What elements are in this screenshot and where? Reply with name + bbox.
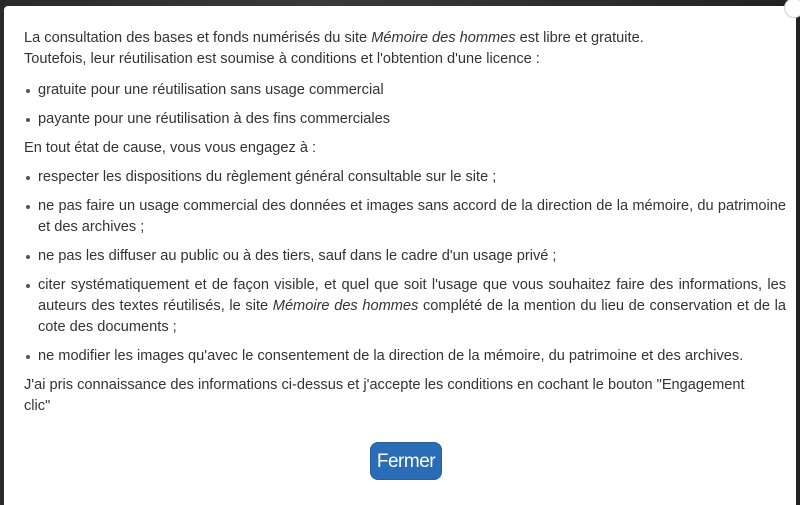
- close-button[interactable]: Fermer: [370, 442, 442, 480]
- close-icon[interactable]: [784, 0, 800, 18]
- engagement-item: citer systématiquement et de façon visible, et quel que soit l'usage que vous souhaitez faire des informations, les auteurs des textes réutilisés, le site Mémoire des hommes complété de la mention du lieu de conservation et de la cote des documents ;: [24, 275, 786, 338]
- engagement-item: ne pas les diffuser au public ou à des tiers, sauf dans le cadre d'un usage privé ;: [24, 246, 786, 267]
- modal-footer: [4, 442, 796, 480]
- engagement-list: [24, 167, 786, 367]
- site-name: Mémoire des hommes: [371, 30, 516, 46]
- site-name: Mémoire des hommes: [272, 298, 419, 314]
- engagement-item: ne pas faire un usage commercial des données et images sans accord de la direction de la mémoire, du patrimoine et des archives ;: [24, 196, 786, 238]
- license-list: [24, 80, 786, 130]
- license-modal: [4, 6, 796, 505]
- engagement-item: respecter les dispositions du règlement général consultable sur le site ;: [24, 167, 786, 188]
- acceptance-text: J'ai pris connaissance des informations ci-dessus et j'accepte les conditions en cochant le bouton "Engagement clic": [24, 377, 745, 414]
- intro-text: La consultation des bases et fonds numérisés du site Mémoire des hommes est libre et gratuite. Toutefois, leur réutilisation est soumise à conditions et l'obtention d'une licence :: [24, 30, 644, 67]
- license-item-paid: payante pour une réutilisation à des fins commerciales: [24, 109, 786, 130]
- engagement-heading: En tout état de cause, vous vous engagez à :: [24, 140, 317, 156]
- license-item-free: gratuite pour une réutilisation sans usage commercial: [24, 80, 786, 101]
- engagement-item: ne modifier les images qu'avec le consentement de la direction de la mémoire, du patrimoine et des archives.: [24, 346, 786, 367]
